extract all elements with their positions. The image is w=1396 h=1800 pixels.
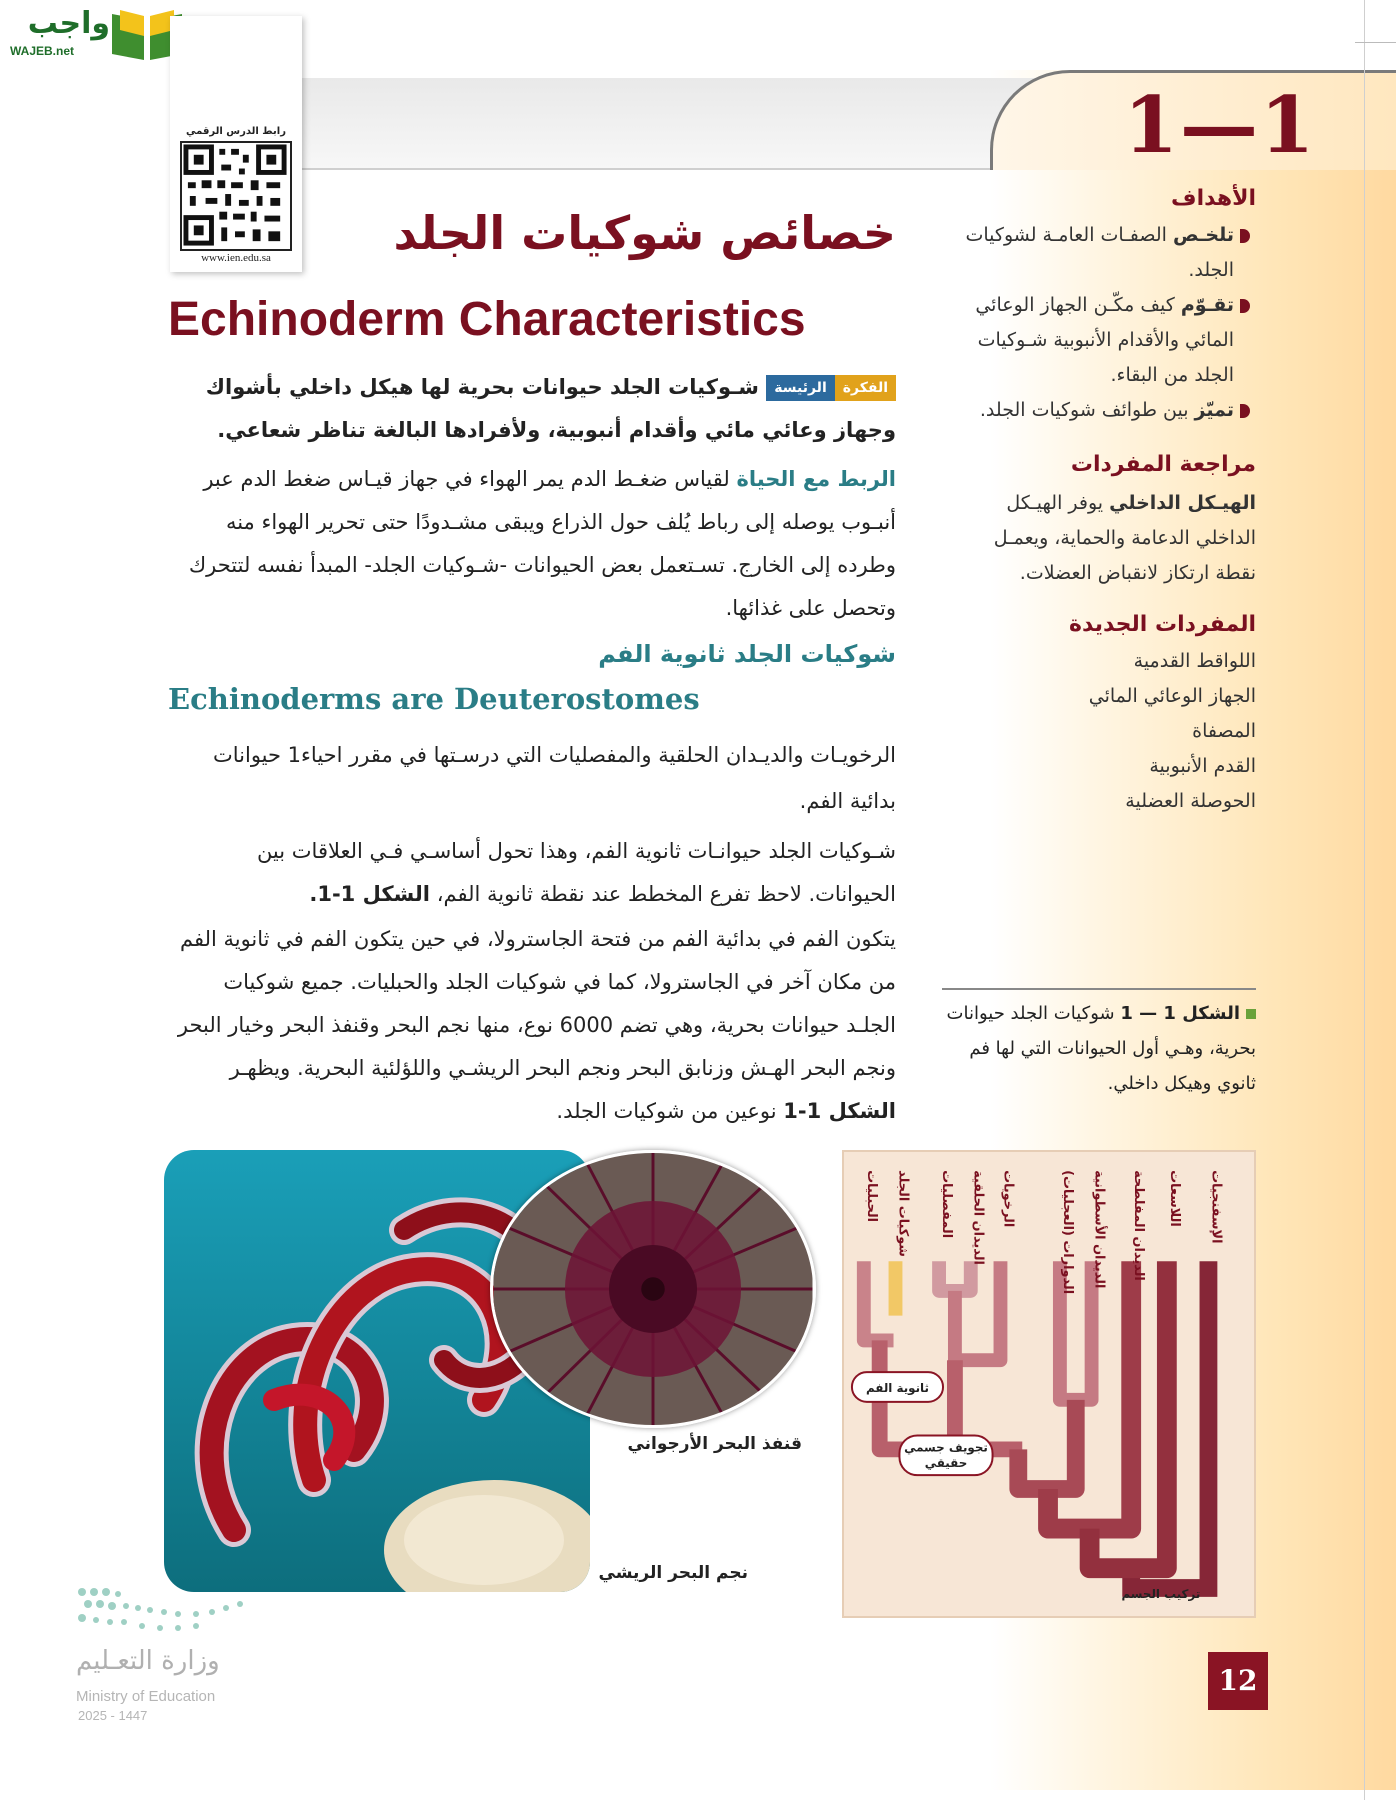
review-vocab-title: مراجعة المفردات bbox=[1070, 452, 1256, 477]
taxon-label: اللاسعات bbox=[1166, 1170, 1182, 1227]
new-vocab-title: المفردات الجديدة bbox=[1069, 612, 1256, 637]
caption-text: شوكيات الجلد حيوانات بحرية، وهـي أول الحيوانات التي لها فم ثانوي وهيكل داخلي. bbox=[946, 1003, 1256, 1094]
ministry-name-english: Ministry of Education bbox=[76, 1688, 216, 1705]
real-world-connection bbox=[168, 458, 896, 630]
vocab-term: اللواقط القدمية bbox=[1133, 650, 1256, 672]
margin-line bbox=[1364, 0, 1365, 1800]
objective-verb: تلخـص bbox=[1173, 224, 1234, 246]
connection-label: الربط مع الحياة bbox=[736, 467, 896, 491]
objective-item bbox=[950, 288, 1250, 393]
objective-text: الصفـات العامـة لشوكيات الجلد. bbox=[965, 224, 1234, 281]
taxon-label: الديدان الحلقية bbox=[970, 1170, 986, 1265]
objectives-list bbox=[950, 218, 1250, 428]
taxon-label: الحبليات bbox=[863, 1170, 879, 1223]
taxon-label: الديدان المفلطحة bbox=[1131, 1170, 1147, 1281]
phylogenetic-tree bbox=[842, 1150, 1256, 1618]
section-title-arabic: شوكيات الجلد ثانوية الفم bbox=[598, 640, 896, 668]
qr-url[interactable]: www.ien.edu.sa bbox=[201, 252, 271, 264]
taxon-label: شوكيات الجلد bbox=[895, 1170, 911, 1257]
objective-verb: تقـوّم bbox=[1180, 294, 1234, 316]
review-definition: يوفر الهيـكل الداخلي الدعامة والحماية، ويعمـل نقطة ارتكاز لانقباض العضلات. bbox=[993, 492, 1256, 584]
caption-rule bbox=[942, 988, 1256, 990]
lesson-number: 1—1 bbox=[1123, 80, 1317, 171]
taxon-label: الدوارات (العجليات) bbox=[1059, 1170, 1075, 1295]
logo-arabic: واجب bbox=[27, 6, 110, 41]
lesson-title-english: Echinoderm Characteristics bbox=[168, 293, 806, 346]
taxon-label: الإسفنجيات bbox=[1208, 1170, 1224, 1244]
main-idea-tag: الفكرة bbox=[835, 375, 896, 401]
objective-verb: تميّز bbox=[1194, 399, 1234, 421]
paragraph-3-text: يتكون الفم في بدائية الفم من فتحة الجاسترولا، في حين يتكون الفم في ثانوية الفم من مكان آخر في الجاسترولا، كما في شوكيات الجلد والحبليات. جميع شوكيات الجلـد حيوانات بحرية، وهي تضم 6000 نوع، منها نجم البحر وقنفذ البحر وخيار البحر ونجم البحر الهـش وزنابق البحر ونجم البحر الريشـي واللؤلئية البحرية. ويظهـر bbox=[177, 927, 896, 1080]
node-coelom: تجويف جسمي bbox=[904, 1440, 988, 1455]
qr-code-icon[interactable] bbox=[180, 141, 292, 251]
paragraph-3 bbox=[168, 918, 896, 1133]
figure-caption bbox=[942, 996, 1256, 1101]
figure-reference[interactable]: الشكل 1-1 bbox=[783, 1099, 896, 1123]
taxon-label: الرخويات bbox=[1000, 1170, 1016, 1228]
caption-label: الشكل 1 — 1 bbox=[1120, 1003, 1240, 1024]
objective-item bbox=[950, 218, 1250, 288]
paragraph-2 bbox=[168, 830, 896, 916]
sea-urchin-photo bbox=[490, 1150, 816, 1428]
main-idea bbox=[168, 366, 896, 452]
new-vocab-list bbox=[1000, 644, 1256, 819]
page-number: 12 bbox=[1208, 1652, 1268, 1710]
vocab-term: المصفاة bbox=[1192, 720, 1256, 742]
logo-latin: WAJEB.net bbox=[10, 44, 75, 58]
figure-reference[interactable]: الشكل 1-1. bbox=[309, 882, 431, 906]
taxon-label: الديدان الأسطوانية bbox=[1091, 1170, 1107, 1289]
vocab-term: الحوصلة العضلية bbox=[1125, 790, 1256, 812]
caption-square-icon bbox=[1246, 1009, 1256, 1019]
main-idea-tag-2: الرئيسة bbox=[766, 375, 834, 401]
node-coelom-2: حقيقي bbox=[924, 1456, 968, 1471]
objectives-title: الأهداف bbox=[1171, 186, 1256, 211]
review-term: الهيـكل الداخلي bbox=[1109, 492, 1256, 514]
sea-urchin-label: قنفذ البحر الأرجواني bbox=[627, 1434, 802, 1454]
axis-label: تركيب الجسم bbox=[1121, 1586, 1201, 1601]
ministry-name-arabic: وزارة التعـليم bbox=[76, 1646, 220, 1676]
crop-mark bbox=[1355, 42, 1396, 43]
ministry-logo-icon bbox=[76, 1584, 256, 1636]
ministry-year: 2025 - 1447 bbox=[78, 1708, 148, 1723]
section-title-english: Echinoderms are Deuterostomes bbox=[168, 682, 700, 716]
vocab-term: الجهاز الوعائي المائي bbox=[1088, 685, 1256, 707]
node-deuterostome: ثانوية الفم bbox=[865, 1380, 929, 1395]
feather-star-label: نجم البحر الريشي bbox=[598, 1563, 748, 1583]
paragraph-2-text: شـوكيات الجلد حيوانـات ثانوية الفم، وهذا تحول أساسـي فـي العلاقات بين الحيوانات. لاحظ تفرع المخطط عند نقطة ثانوية الفم، bbox=[256, 839, 896, 906]
connection-text: لقياس ضغـط الدم يمر الهواء في جهاز قيـاس ضغط الدم عبر أنبـوب يوصله إلى رباط يُلف حول الذراع ويبقى مشـدودًا حتى تحرير الهواء منه وطرده إلى الخارج. تسـتعمل بعض الحيوانات -شـوكيات الجلد- المبدأ نفسه لتتحرك وتحصل على غذائها. bbox=[188, 467, 896, 620]
objective-item bbox=[950, 393, 1250, 428]
taxon-label: المفصليات bbox=[939, 1170, 955, 1239]
paragraph-1: الرخويـات والديـدان الحلقية والمفصليات التي درسـتها في مقرر احياء1 حيوانات بدائية الفم. bbox=[212, 743, 896, 813]
qr-label: رابط الدرس الرقمي bbox=[186, 126, 286, 137]
objective-text: كيف مكّـن الجهاز الوعائي المائي والأقدام الأنبوبية شـوكيات الجلد من البقاء. bbox=[975, 294, 1234, 386]
vocab-term: القدم الأنبوبية bbox=[1149, 755, 1256, 777]
objective-text: بين طوائف شوكيات الجلد. bbox=[979, 399, 1189, 421]
paragraph-3-end: نوعين من شوكيات الجلد. bbox=[556, 1099, 777, 1123]
review-vocab bbox=[950, 486, 1256, 591]
lesson-title-arabic: خصائص شوكيات الجلد bbox=[393, 206, 896, 260]
main-idea-text: شـوكيات الجلد حيوانات بحرية لها هيكل داخلي بأشواك وجهاز وعائي مائي وأقدام أنبوبية، ولأفرادها البالغة تناظر شعاعي. bbox=[205, 375, 896, 442]
